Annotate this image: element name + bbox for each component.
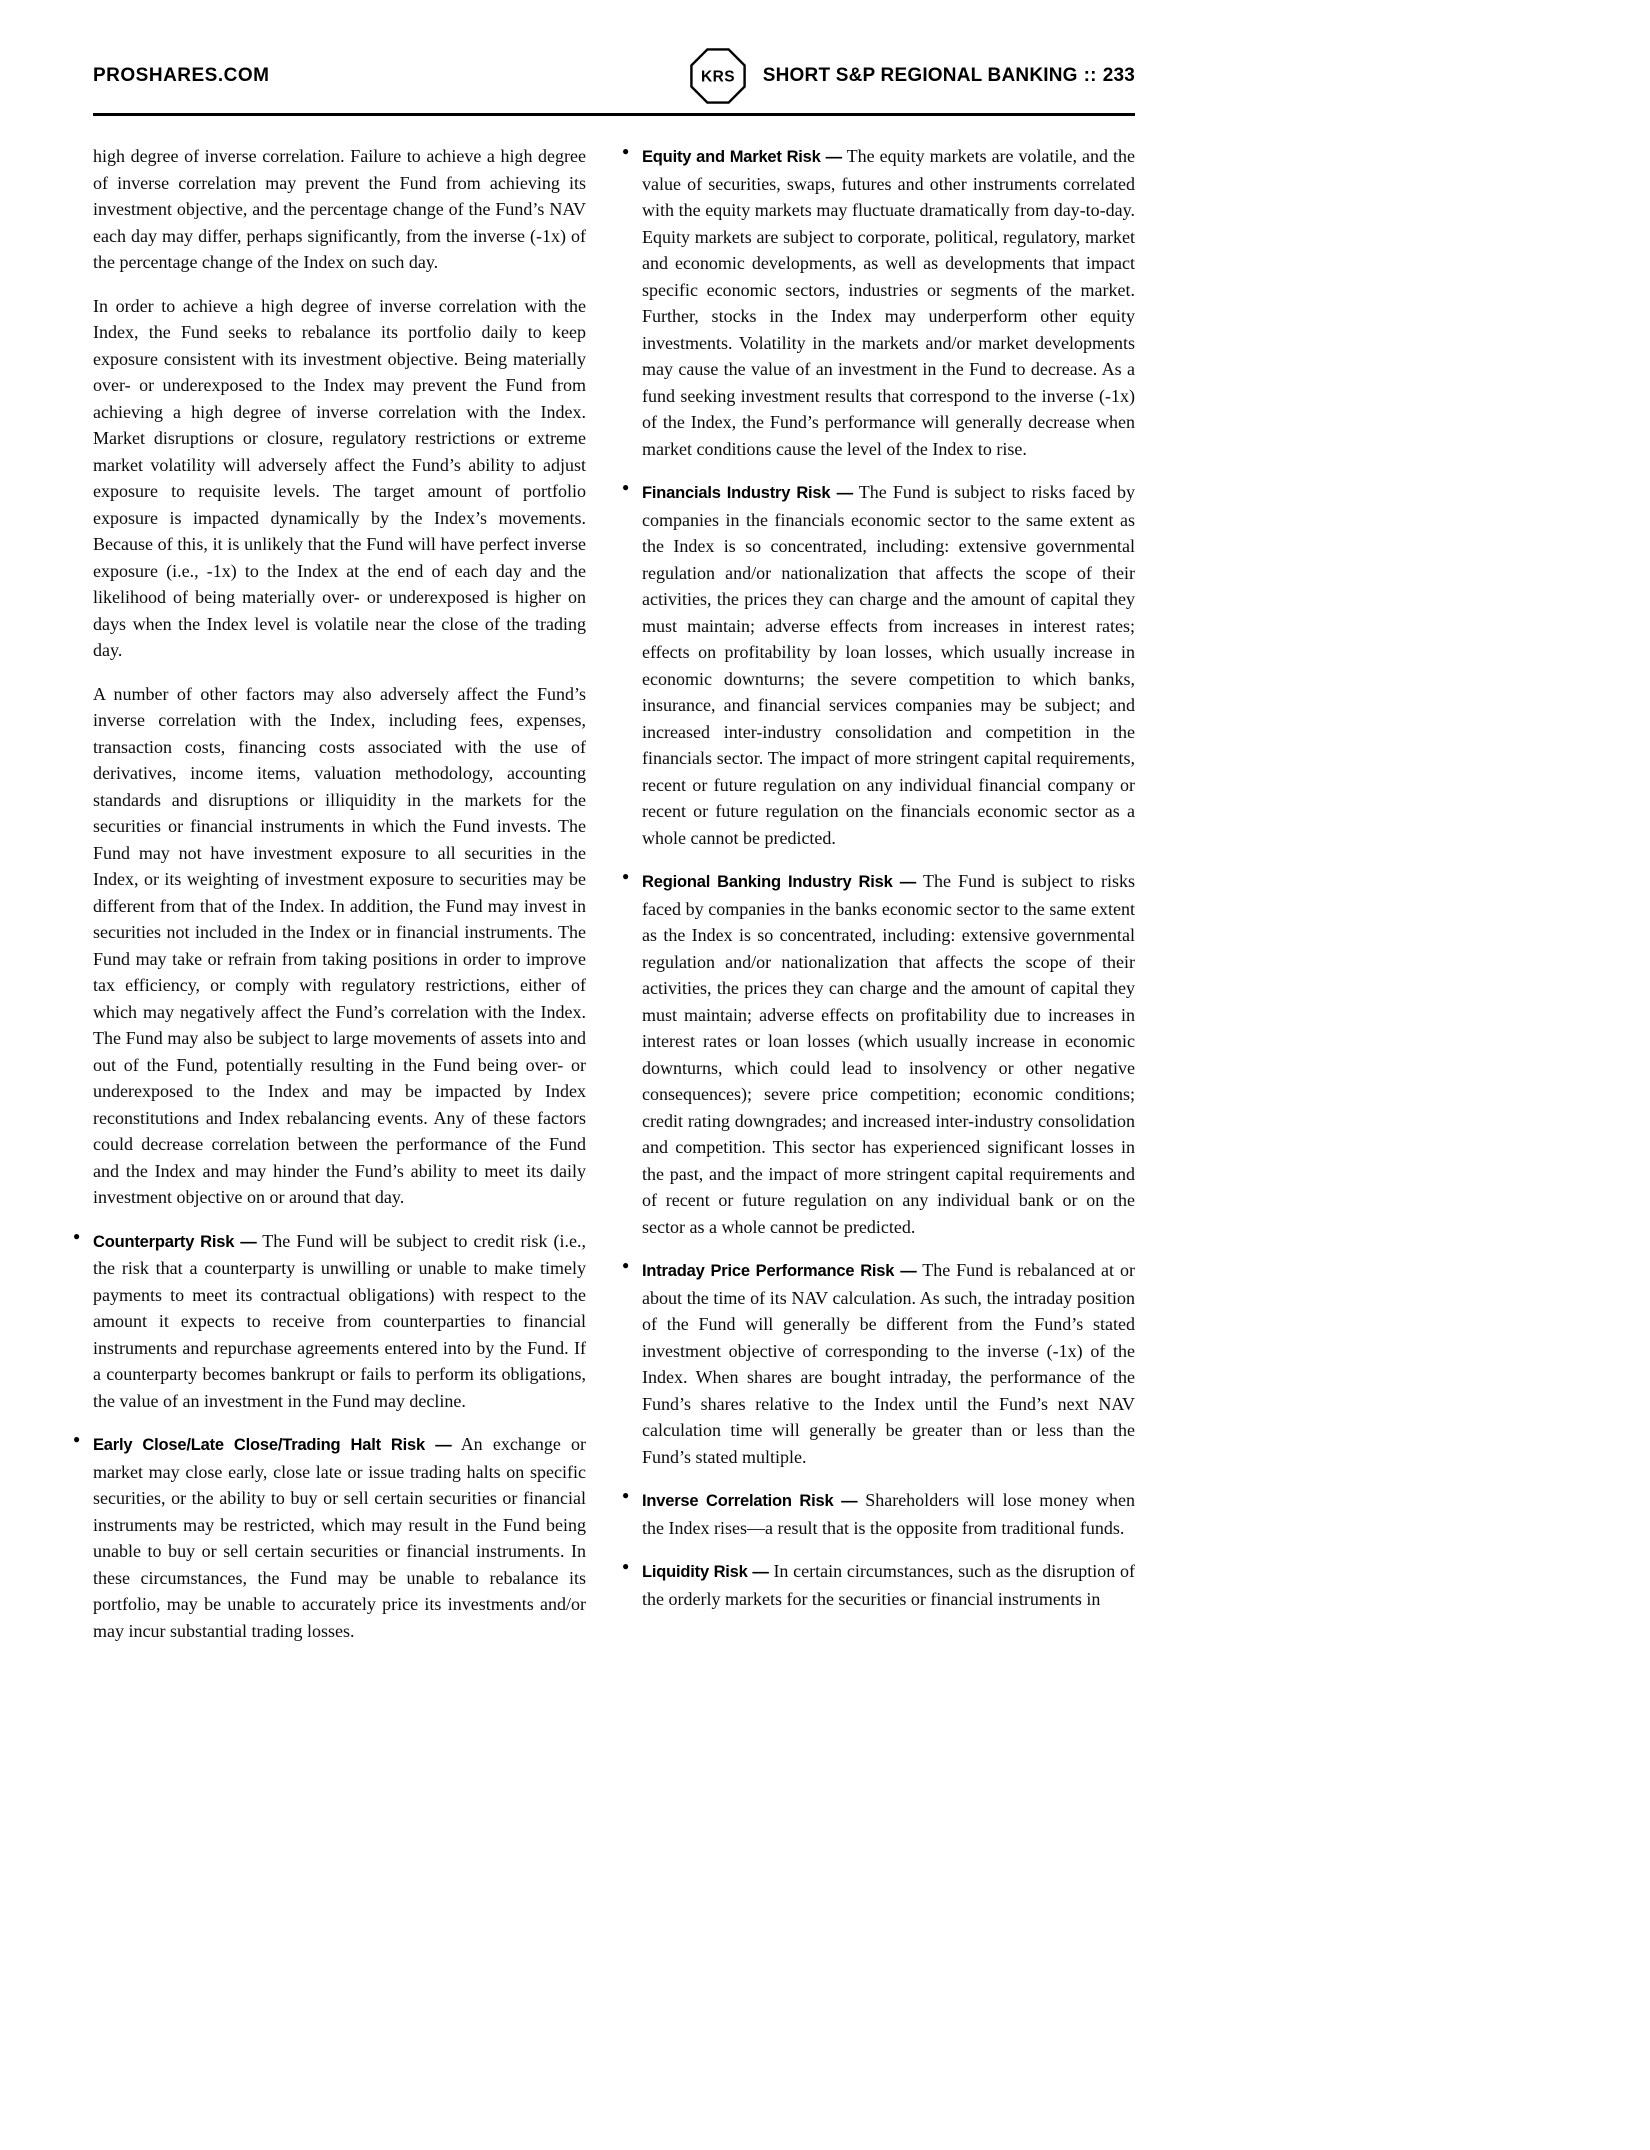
risk-text: The Fund is rebalanced at or about the time of its NAV calculation. As such, the intraday position of the Fund will generally be different from the Fund’s stated investment objective of corresponding to the inverse (-1x) of the Index. When shares are bought intraday, the performance of the Fund’s shares relative to the Index until the Fund’s next NAV calculation time will generally be greater than or less than the Fund’s stated multiple. xyxy=(642,1260,1135,1467)
risk-term-dash: — xyxy=(752,1563,769,1581)
risk-bullet xyxy=(622,1257,1135,1470)
risk-text: The Fund will be subject to credit risk (i.e., the risk that a counterparty is unwilling or unable to make timely payments to meet its contractual obligations) with respect to the amount it expects to receive from counterparties to financial instruments and repurchase agreements entered into by the Fund. If a counterparty becomes bankrupt or fails to perform its obligations, the value of an investment in the Fund may decline. xyxy=(93,1230,586,1411)
risk-term-dash: — xyxy=(900,1262,917,1280)
risk-term-dash: — xyxy=(899,873,917,891)
two-column-body xyxy=(73,143,1136,1661)
page-header xyxy=(93,46,1135,106)
risk-bullet xyxy=(622,1558,1136,1612)
risk-term: Counterparty Risk xyxy=(93,1232,235,1251)
bullet-marker-icon: ● xyxy=(622,1488,630,1502)
risk-term-dash: — xyxy=(240,1232,257,1251)
risk-text: The equity markets are volatile, and the value of securities, swaps, futures and other instruments correlated with the equity markets may fluctuate dramatically from day-to-day. Equity markets are subject to corporate, political, regulatory, market and economic developments, as well as developments that impact specific economic sectors, industries or segments of the market. Further, stocks in the Index may underperform other equity investments. Volatility in the markets and/or market developments may cause the value of an investment in the Fund to decrease. As a fund seeking investment results that correspond to the inverse (-1x) of the Index, the Fund’s performance will generally decrease when market conditions cause the level of the Index to rise. xyxy=(642,146,1135,459)
risk-bullet xyxy=(622,143,1135,462)
left-column xyxy=(73,143,586,1661)
bullet-marker-icon: ● xyxy=(622,1258,630,1272)
risk-text: The Fund is subject to risks faced by companies in the financials economic sector to the same extent as the Index is so concentrated, including: extensive governmental regulation and/or nationalization that affects the scope of their activities, the prices they can charge and the amount of capital they must maintain; adverse effects from increases in interest rates; effects on profitability by loan losses, which usually increase in economic downturns; the severe competition to which banks, insurance, and financial services companies may be subject; and increased inter-industry consolidation and competition in the financials sector. The impact of more stringent capital requirements, recent or future regulation on any individual financial company or recent or future regulation on the financials economic sector as a whole cannot be predicted. xyxy=(642,482,1135,848)
risk-term: Regional Banking Industry Risk xyxy=(642,873,893,891)
risk-text: Shareholders will lose money when the Index rises—a result that is the opposite from traditional funds. xyxy=(642,1490,1136,1538)
risk-term: Financials Industry Risk xyxy=(642,484,831,502)
bullet-marker-icon: ● xyxy=(73,1228,81,1243)
right-column xyxy=(622,143,1136,1661)
bullet-marker-icon: ● xyxy=(622,480,630,494)
page-title xyxy=(763,65,1135,87)
page-number: 233 xyxy=(1102,65,1135,86)
risk-bullet xyxy=(622,479,1135,851)
ticker-badge-label: KRS xyxy=(700,68,735,86)
risk-text: The Fund is subject to risks faced by companies in the banks economic sector to the same extent as the Index is so concentrated, including: extensive governmental regulation and/or nationalization that affects the scope of their activities, the prices they can charge and the amount of capital they must maintain; adverse effects on profitability due to increases in interest rates or loan losses (which usually increase in economic downturns, which could lead to insolvency or other negative consequences); severe price competition; economic conditions; credit rating downgrades; and increased inter-industry consolidation and competition. This sector has experienced significant losses in the past, and the impact of more stringent capital requirements and of recent or future regulation on any individual bank or on the sector as a whole cannot be predicted. xyxy=(642,871,1135,1237)
risk-bullet xyxy=(622,1487,1136,1541)
risk-text: An exchange or market may close early, close late or issue trading halts on specific securities, or the ability to buy or sell certain securities or financial instruments may be restricted, which may result in the Fund being unable to buy or sell certain securities or financial instruments. In these circumstances, the Fund may be unable to rebalance its portfolio, may be unable to accurately price its investments and/or may incur substantial trading losses. xyxy=(93,1434,586,1641)
fund-name: SHORT S&P REGIONAL BANKING xyxy=(762,65,1078,86)
risk-term-dash: — xyxy=(825,148,842,166)
risk-term: Liquidity Risk xyxy=(642,1563,748,1581)
title-separator: :: xyxy=(1083,65,1097,86)
header-rule xyxy=(93,113,1135,116)
proshares-site-label: PROSHARES.COM xyxy=(93,65,270,86)
page-content xyxy=(73,46,1136,1661)
bullet-marker-icon: ● xyxy=(622,869,630,883)
risk-bullet xyxy=(622,868,1135,1240)
risk-bullet xyxy=(73,1431,586,1644)
risk-term-dash: — xyxy=(836,484,853,502)
bullet-marker-icon: ● xyxy=(622,144,630,158)
ticker-badge-icon xyxy=(689,47,747,105)
paragraph: In order to achieve a high degree of inverse correlation with the Index, the Fund seeks to rebalance its portfolio daily to keep exposure consistent with its investment objective. Being materially over- or underexposed to the Index may prevent the Fund from achieving a high degree of inverse correlation with the Index. Market disruptions or closure, regulatory restrictions or extreme market volatility will adversely affect the Fund’s ability to adjust exposure to requisite levels. The target amount of portfolio exposure is impacted dynamically by the Index’s movements. Because of this, it is unlikely that the Fund will have perfect inverse exposure (i.e., -1x) to the Index at the end of each day and the likelihood of being materially over- or underexposed is higher on days when the Index level is volatile near the close of the trading day. xyxy=(93,295,586,660)
bullet-marker-icon: ● xyxy=(622,1559,630,1573)
header-title-group xyxy=(689,47,1135,105)
risk-term-dash: — xyxy=(435,1436,452,1454)
risk-term: Equity and Market Risk xyxy=(642,148,821,166)
risk-term: Intraday Price Performance Risk xyxy=(642,1262,895,1280)
paragraph: high degree of inverse correlation. Failure to achieve a high degree of inverse correlation may prevent the Fund from achieving its investment objective, and the percentage change of the Fund’s NAV each day may differ, perhaps significantly, from the inverse (-1x) of the percentage change of the Index on such day. xyxy=(93,146,586,272)
risk-term-dash: — xyxy=(841,1492,858,1510)
risk-bullet xyxy=(73,1228,586,1415)
bullet-marker-icon: ● xyxy=(73,1432,81,1446)
risk-text: In certain circumstances, such as the disruption of the orderly markets for the securities or financial instruments in xyxy=(642,1561,1136,1609)
paragraph: A number of other factors may also adversely affect the Fund’s inverse correlation with the Index, including fees, expenses, transaction costs, financing costs associated with the use of derivatives, income items, valuation methodology, accounting standards and disruptions or illiquidity in the markets for the securities or financial instruments in which the Fund invests. The Fund may not have investment exposure to all securities in the Index, or its weighting of investment exposure to securities may be different from that of the Index. In addition, the Fund may invest in securities not included in the Index or in financial instruments. The Fund may take or refrain from taking positions in order to improve tax efficiency, or comply with regulatory restrictions, either of which may negatively affect the Fund’s correlation with the Index. The Fund may also be subject to large movements of assets into and out of the Fund, potentially resulting in the Fund being over- or underexposed to the Index and may be impacted by Index reconstitutions and Index rebalancing events. Any of these factors could decrease correlation between the performance of the Fund and the Index and may hinder the Fund’s ability to meet its daily investment objective on or around that day. xyxy=(93,683,586,1207)
risk-term: Inverse Correlation Risk xyxy=(642,1492,834,1510)
risk-term: Early Close/Late Close/Trading Halt Risk xyxy=(93,1436,425,1454)
